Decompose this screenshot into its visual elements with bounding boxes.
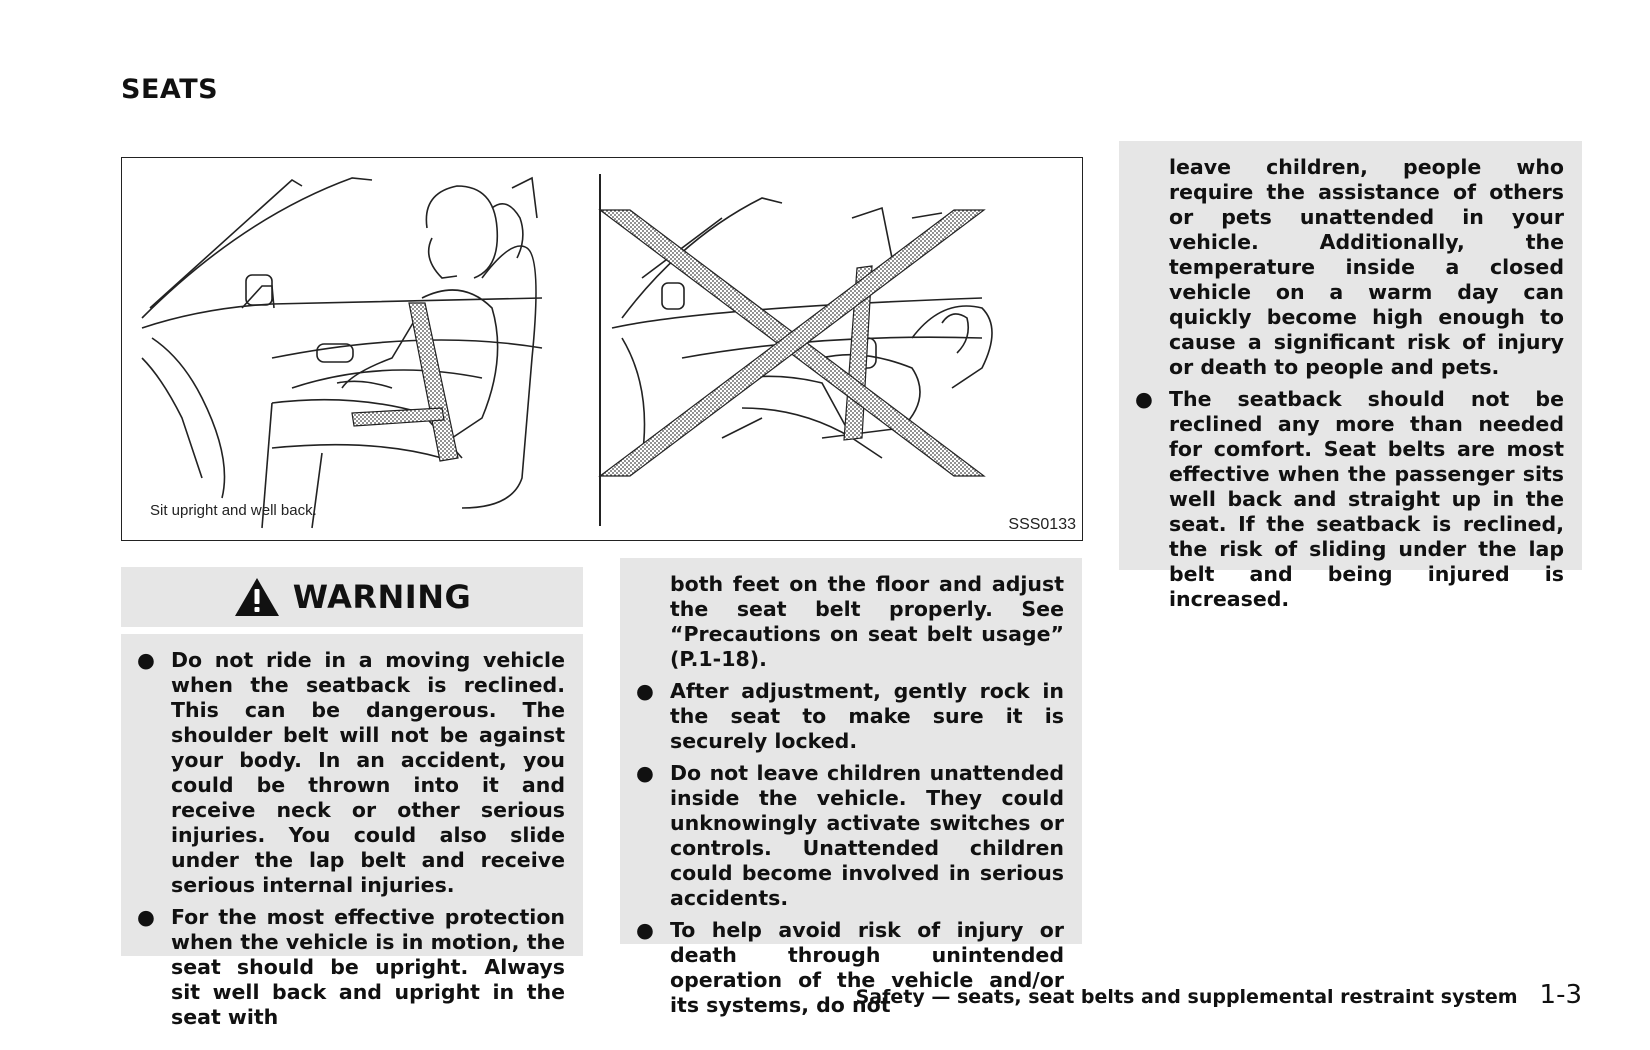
bullet-icon: ●	[636, 761, 654, 785]
page-footer	[856, 980, 1582, 1010]
warning-column-1	[121, 634, 583, 1029]
list-item-text: Do not ride in a moving vehicle when the seatback is reclined. This can be dangerous. The shoulder belt will not be against your body. In an accident, you could be thrown into it and receive neck or other serious injuries. You could also slide under the lap belt and receive serious internal injuries.	[171, 648, 565, 897]
figure-code: SSS0133	[1008, 516, 1076, 533]
figure-divider	[599, 174, 601, 526]
list-item	[137, 648, 565, 898]
correct-posture-drawing	[142, 178, 542, 528]
list-item-text: After adjustment, gently rock in the seat to make sure it is securely locked.	[670, 679, 1064, 753]
page-title: SEATS	[121, 74, 219, 105]
warning-header	[121, 567, 583, 627]
list-item	[1135, 387, 1564, 612]
continued-text: leave children, people who require the assistance of others or pets unattended in your vehicle. Additionally, the temperature inside a closed vehicle on a warm day can quickly become high enough to cause a significant risk of injury or death to people and pets.	[1169, 155, 1564, 379]
warning-column-2	[620, 558, 1082, 1017]
list-item	[636, 761, 1064, 911]
list-item-text: Do not leave children unattended inside the vehicle. They could unknowingly activate switches or controls. Unattended children could become involved in serious accidents.	[670, 761, 1064, 910]
bullet-icon: ●	[137, 905, 155, 929]
list-item-text: The seatback should not be reclined any more than needed for comfort. Seat belts are most effective when the passenger sits well back and straight up in the seat. If the seatback is reclined, the risk of sliding under the lap belt and being injured is increased.	[1169, 387, 1564, 611]
continued-text: both feet on the floor and adjust the seat belt properly. See “Precautions on seat belt usage” (P.1-18).	[670, 572, 1064, 671]
bullet-icon: ●	[1135, 387, 1153, 411]
list-item-text: To help avoid risk of injury or death through unintended operation of the vehicle and/or its systems, do not	[670, 918, 1064, 1017]
bullet-icon: ●	[137, 648, 155, 672]
figure-caption: Sit upright and well back.	[150, 502, 317, 519]
footer-section-title: Safety — seats, seat belts and supplemental restraint system	[855, 986, 1518, 1008]
seat-illustration	[121, 157, 1083, 541]
page-number: 1-3	[1539, 980, 1582, 1010]
bullet-icon: ●	[636, 679, 654, 703]
list-item	[137, 905, 565, 1030]
list-item	[636, 679, 1064, 754]
seating-posture-drawing	[122, 158, 1084, 542]
warning-triangle-icon	[233, 576, 281, 618]
bullet-icon: ●	[636, 918, 654, 942]
warning-column-3	[1119, 141, 1582, 611]
list-item-text: For the most effective protection when the vehicle is in motion, the seat should be upright. Always sit well back and upright in the seat with	[171, 905, 565, 1029]
warning-title: WARNING	[292, 578, 472, 616]
